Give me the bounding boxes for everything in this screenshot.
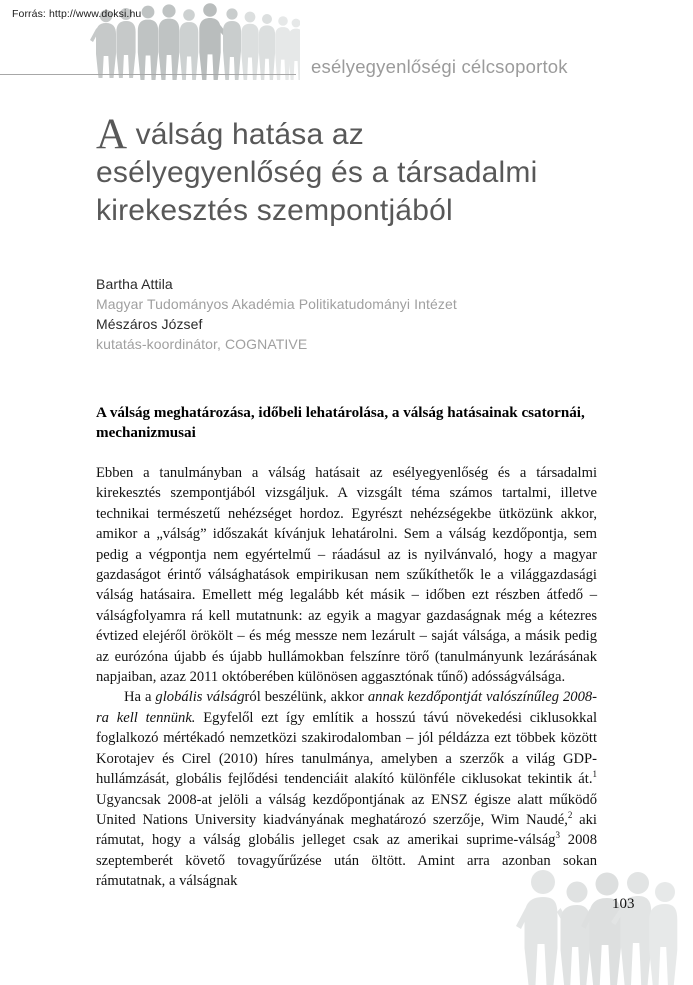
paragraph-2-segment-4: Ugyancsak 2008-at jelöli a válság kezdőpontjának az ENSZ égisze alatt működő United Nations University kiadványának meghatározó szerzője, Wim Naudé, xyxy=(96,791,597,828)
author-affiliation-2: kutatás-koordinátor, COGNATIVE xyxy=(96,336,308,352)
paragraph-1: Ebben a tanulmányban a válság hatásait az esélyegyenlőség és a társadalmi kirekesztés szempontjából vizsgáljuk. A vizsgált téma számos tartalmi, illetve technikai természetű nehézséget hordoz. Egyrészt nehézségekbe ütközünk akkor, amikor a „válság” időszakát kívánjuk lehatárolni. Sem a válság kezdőpontja, sem pedig a végpontja nem egyértelmű – ráadásul az is nyilvánvaló, hogy a magyar gazdaságot érintő válsághatások empirikusan nem szűkíthetők le a világgazdasági válság hatásaira. Emellett még legalább két másik – időben ezt részben átfedő – válságfolyamra rá kell mutatnunk: az egyik a magyar gazdaságnak még a kétezres évtized elejéről örökölt – és még messze nem lezárult – saját válsága, a másik pedig az eurózóna újabb és újabb hullámokban felszínre törő (tanulmányunk lezárásának napjaiban, azaz 2011 októberében különösen aggasztónak tűnő) adósságválsága. xyxy=(96,465,597,686)
source-watermark: Forrás: http://www.doksi.hu xyxy=(12,8,142,20)
article-title-line-3: kirekesztés szempontjából xyxy=(96,194,453,227)
author-affiliation-1: Magyar Tudományos Akadémia Politikatudományi Intézet xyxy=(96,296,457,312)
paragraph-2-emphasis-1: globális válság xyxy=(155,689,245,706)
title-dropcap: A xyxy=(96,111,128,158)
paragraph-2-segment-5: aki rámutat, hogy a válság globális jelleget csak az amerikai suprime-válság xyxy=(96,811,597,849)
title-line-1-rest: válság hatása az xyxy=(127,118,364,151)
article-title-line-2: esélyegyenlőség és a társadalmi xyxy=(96,156,538,189)
footnote-marker-1[interactable]: 1 xyxy=(592,769,597,780)
paragraph-2-segment-3: Egyfelől ezt így említik a hosszú távú növekedési ciklusokkal foglalkozó mértékadó nemzetközi szakirodalomban – jól példázza ezt többek között Korotajev és Cirel (2010) híres tanulmánya, amelyben a szerzők a világ GDP-hullámzását, globális fejlődési tendenciáit alakító különféle ciklusokat tekintik át. xyxy=(96,709,597,788)
paragraph-2-segment-2: ról beszélünk, akkor xyxy=(244,689,368,706)
author-name-1: Bartha Attila xyxy=(96,276,173,292)
article-title xyxy=(96,111,606,230)
paragraph-2-segment-6: 2008 szeptemberét követő tovagyűrűzése után öltött. Amint arra azonban sokan rámutatnak, a válságnak xyxy=(96,832,597,890)
article-title-line-1 xyxy=(96,111,606,158)
running-head: esélyegyenlőségi célcsoportok xyxy=(311,56,568,77)
footnote-marker-3[interactable]: 3 xyxy=(555,830,561,841)
author-name-2: Mészáros József xyxy=(96,316,203,332)
footnote-marker-2[interactable]: 2 xyxy=(567,810,573,821)
page-number: 103 xyxy=(612,896,635,912)
article-body xyxy=(96,404,597,892)
paragraph-2-emphasis-2: annak kezdőpontját valószínűleg 2008-ra kell tennünk. xyxy=(96,689,598,726)
paragraph-2-segment-1: Ha a xyxy=(124,689,156,706)
paragraph-2 xyxy=(96,687,597,891)
header-rule-divider xyxy=(0,74,296,75)
section-heading: A válság meghatározása, időbeli lehatárolása, a válság hatásainak csatornái, mechanizmusai xyxy=(96,405,585,441)
author-block xyxy=(96,274,596,354)
